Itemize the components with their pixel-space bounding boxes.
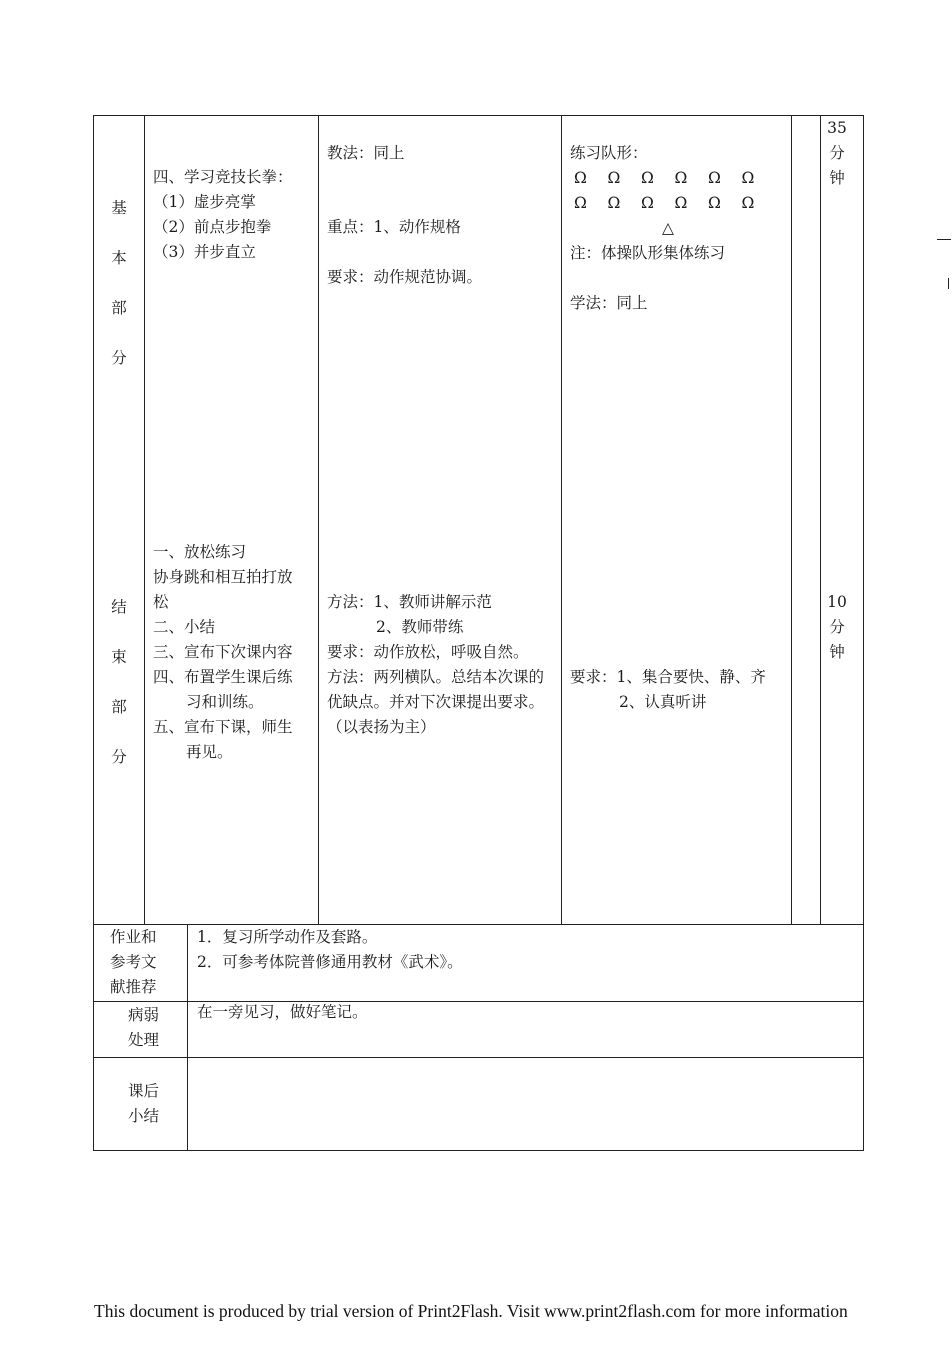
ending-section-label: 结 束 部 分 bbox=[111, 598, 127, 766]
table-divider bbox=[791, 115, 792, 924]
formation-note: 注：体操队形集体练习 bbox=[570, 244, 726, 262]
table-border-bottom bbox=[93, 1150, 864, 1151]
basic-method-require: 要求：动作规范协调。 bbox=[327, 268, 483, 286]
basic-section-label: 基 本 部 分 bbox=[111, 199, 127, 367]
margin-mark bbox=[948, 278, 949, 289]
table-divider bbox=[187, 924, 188, 1151]
basic-method-teach: 教法：同上 bbox=[327, 144, 405, 162]
homework-label: 作业和 参考文 献推荐 bbox=[110, 928, 157, 996]
table-border-top bbox=[93, 115, 864, 116]
ending-method: 方法：1、教师讲解示范 2、教师带练 要求：动作放松，呼吸自然。 方法：两列横队。总结本次课的 优缺点。并对下次课提出要求。 （以表扬为主） bbox=[327, 593, 545, 736]
basic-method-key: 重点：1、动作规格 bbox=[327, 218, 461, 236]
table-divider bbox=[144, 115, 145, 924]
formation-row-2: Ω Ω Ω Ω Ω Ω bbox=[574, 194, 755, 212]
table-border-left bbox=[93, 115, 94, 1151]
basic-time: 35 分 钟 bbox=[827, 119, 847, 187]
learn-method: 学法：同上 bbox=[570, 294, 648, 312]
margin-mark bbox=[937, 239, 951, 240]
table-row-divider bbox=[93, 1057, 864, 1058]
formation-title: 练习队形： bbox=[570, 144, 648, 162]
ending-content: 一、放松练习 协身跳和相互拍打放 松 二、小结 三、宣布下次课内容 四、布置学生课后练 习和训练。 五、宣布下课，师生 再见。 bbox=[153, 543, 293, 761]
table-divider bbox=[318, 115, 319, 924]
table-divider bbox=[820, 115, 821, 924]
summary-label: 课后 小结 bbox=[128, 1082, 160, 1125]
table-border-right bbox=[863, 115, 864, 1151]
sick-label: 病弱 处理 bbox=[128, 1006, 160, 1049]
teacher-mark: △ bbox=[662, 219, 674, 237]
formation-row-1: Ω Ω Ω Ω Ω Ω bbox=[574, 169, 755, 187]
basic-content: 四、学习竞技长拳： （1）虚步亮掌 （2）前点步抱拳 （3）并步直立 bbox=[153, 168, 293, 261]
ending-organization: 要求：1、集合要快、静、齐 2、认真听讲 bbox=[570, 668, 766, 711]
table-divider bbox=[561, 115, 562, 924]
homework-items: 1．复习所学动作及套路。 2．可参考体院普修通用教材《武术》。 bbox=[197, 928, 463, 971]
ending-time: 10 分 钟 bbox=[827, 593, 847, 661]
trial-footer: This document is produced by trial version of Print2Flash. Visit www.print2flash.com for more information bbox=[94, 1301, 848, 1321]
sick-text: 在一旁见习，做好笔记。 bbox=[197, 1003, 368, 1021]
basic-organization bbox=[570, 141, 775, 316]
